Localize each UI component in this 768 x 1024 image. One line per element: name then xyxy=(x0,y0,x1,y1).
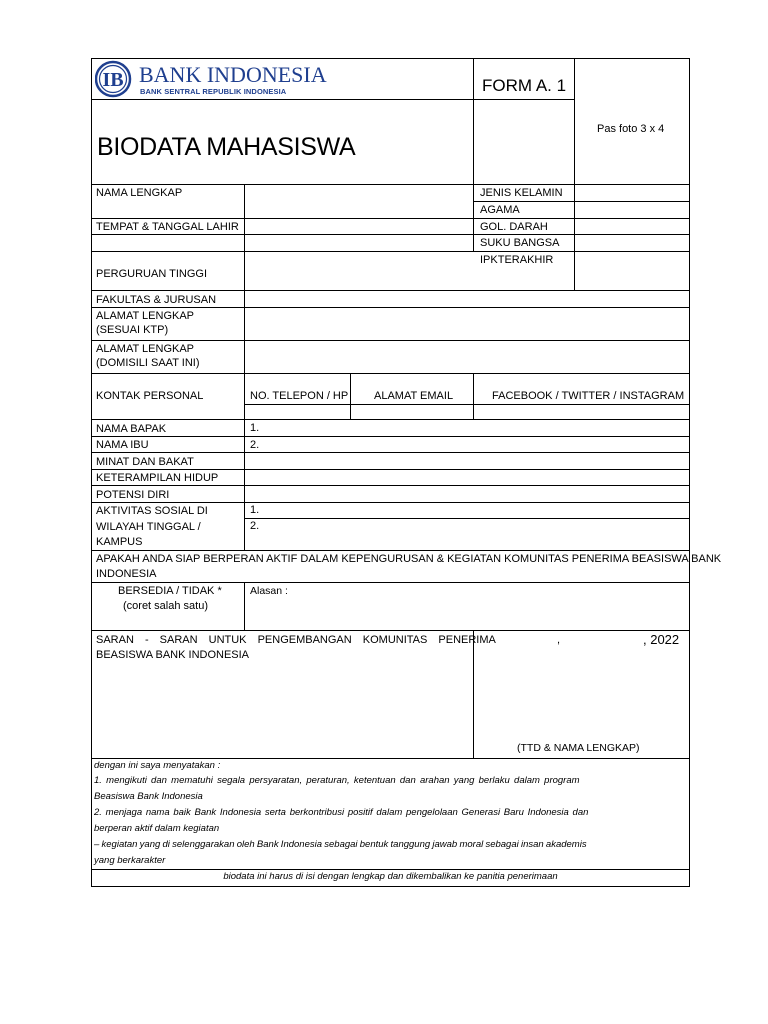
signature-date: , 2022 xyxy=(643,632,680,647)
label-keterampilan: KETERAMPILAN HIDUP xyxy=(96,472,219,484)
border-top xyxy=(91,58,690,59)
divider xyxy=(91,452,690,453)
label-tempat-tanggal-lahir: TEMPAT & TANGGAL LAHIR xyxy=(96,221,239,233)
statement-point-3b: yang berkarakter xyxy=(94,855,166,866)
divider xyxy=(244,518,690,519)
statement-point-2b: berperan aktif dalam kegiatan xyxy=(94,823,220,834)
header-telepon: NO. TELEPON / HP xyxy=(250,390,349,402)
statement-point-1a: 1. mengikuti dan mematuhi segala persyaratan, peraturan, ketentuan dan arahan yang berlaku dalam program xyxy=(94,775,580,786)
statement-intro: dengan ini saya menyatakan : xyxy=(94,760,221,771)
statement-point-2a: 2. menjaga nama baik Bank Indonesia serta berkontribusi positif dalam pengelolaan Generasi Baru Indonesia dan xyxy=(94,807,589,818)
divider xyxy=(91,373,690,374)
signature-comma: , xyxy=(557,634,561,646)
reason-label: Alasan : xyxy=(250,585,288,597)
biodata-form xyxy=(91,58,722,886)
input-ipk[interactable] xyxy=(575,252,689,290)
divider xyxy=(91,550,690,551)
saran-line-2: BEASISWA BANK INDONESIA xyxy=(96,649,250,661)
label-gol-darah: GOL. DARAH xyxy=(480,221,548,233)
input-social[interactable] xyxy=(474,405,689,419)
divider xyxy=(244,582,245,630)
label-nama-ibu: NAMA IBU xyxy=(96,439,149,451)
input-suku-bangsa[interactable] xyxy=(575,235,689,251)
header-social: FACEBOOK / TWITTER / INSTAGRAM xyxy=(492,390,685,402)
divider xyxy=(91,485,690,486)
label-aktivitas-1: AKTIVITAS SOSIAL DI xyxy=(96,505,208,517)
border-bottom xyxy=(91,886,690,887)
number-aktivitas-1: 1. xyxy=(250,504,260,516)
label-nama-lengkap: NAMA LENGKAP xyxy=(96,187,183,199)
footer-note: biodata ini harus di isi dengan lengkap dan dikembalikan ke panitia penerimaan xyxy=(223,871,558,882)
border-left xyxy=(91,58,92,886)
label-potensi: POTENSI DIRI xyxy=(96,489,170,501)
question-line-1: APAKAH ANDA SIAP BERPERAN AKTIF DALAM KEPENGURUSAN & KEGIATAN KOMUNITAS PENERIMA BEASISWA BANK xyxy=(96,553,722,565)
number-ibu: 2. xyxy=(250,439,260,451)
label-aktivitas-3: KAMPUS xyxy=(96,536,143,548)
divider xyxy=(91,419,690,420)
label-jenis-kelamin: JENIS KELAMIN xyxy=(480,187,563,199)
input-fakultas-jurusan[interactable] xyxy=(245,291,689,307)
label-alamat-domisili-note: (DOMISILI SAAT INI) xyxy=(96,357,200,369)
divider xyxy=(91,502,690,503)
statement-point-3a: – kegiatan yang di selenggarakan oleh Bank Indonesia sebagai bentuk tanggung jawab moral sebagai insan akademis xyxy=(94,839,587,850)
number-bapak: 1. xyxy=(250,422,260,434)
label-ipk: IPKTERAKHIR xyxy=(480,254,554,266)
saran-line-1: SARAN - SARAN UNTUK PENGEMBANGAN KOMUNITAS PENERIMA xyxy=(96,634,496,646)
input-tempat-tanggal-lahir[interactable] xyxy=(245,219,473,234)
label-nama-bapak: NAMA BAPAK xyxy=(96,423,167,435)
bank-name: BANK INDONESIA xyxy=(139,62,327,87)
label-alamat-ktp-note: (SESUAI KTP) xyxy=(96,324,169,336)
label-alamat-domisili: ALAMAT LENGKAP xyxy=(96,343,195,355)
bank-subtitle: BANK SENTRAL REPUBLIK INDONESIA xyxy=(140,87,287,96)
svg-text:IB: IB xyxy=(102,69,124,91)
input-alasan[interactable] xyxy=(291,583,689,630)
signature-label: (TTD & NAMA LENGKAP) xyxy=(517,742,640,754)
input-gol-darah[interactable] xyxy=(575,219,689,234)
question-line-2: INDONESIA xyxy=(96,568,157,580)
label-suku-bangsa: SUKU BANGSA xyxy=(480,237,560,249)
label-alamat-ktp: ALAMAT LENGKAP xyxy=(96,310,195,322)
input-saran[interactable] xyxy=(92,664,473,758)
input-alamat-ktp[interactable] xyxy=(245,308,689,340)
number-aktivitas-2: 2. xyxy=(250,520,260,532)
form-code: FORM A. 1 xyxy=(482,76,567,95)
input-telepon[interactable] xyxy=(245,405,350,419)
input-nama-lengkap[interactable] xyxy=(245,185,473,218)
divider xyxy=(91,630,690,631)
label-perguruan-tinggi: PERGURUAN TINGGI xyxy=(96,268,208,280)
photo-placeholder-label: Pas foto 3 x 4 xyxy=(597,123,665,135)
statement-point-1b: Beasiswa Bank Indonesia xyxy=(94,791,203,802)
label-agama: AGAMA xyxy=(480,204,520,216)
input-jenis-kelamin[interactable] xyxy=(575,185,689,201)
label-minat-bakat: MINAT DAN BAKAT xyxy=(96,456,194,468)
label-fakultas-jurusan: FAKULTAS & JURUSAN xyxy=(96,294,217,306)
page-title: BIODATA MAHASISWA xyxy=(97,133,356,161)
divider xyxy=(473,630,474,758)
divider xyxy=(473,58,474,251)
input-perguruan-tinggi[interactable] xyxy=(245,252,473,290)
divider xyxy=(91,436,690,437)
input-email[interactable] xyxy=(351,405,473,419)
option-note: (coret salah satu) xyxy=(123,600,208,612)
label-kontak-personal: KONTAK PERSONAL xyxy=(96,390,204,402)
bank-indonesia-logo xyxy=(95,60,327,100)
input-alamat-domisili[interactable] xyxy=(245,341,689,373)
label-aktivitas-2: WILAYAH TINGGAL / xyxy=(96,521,201,533)
header-email: ALAMAT EMAIL xyxy=(374,390,454,402)
option-bersedia-tidak[interactable]: BERSEDIA / TIDAK * xyxy=(118,585,222,597)
border-right xyxy=(689,58,690,886)
input-agama[interactable] xyxy=(575,202,689,218)
divider xyxy=(91,469,690,470)
